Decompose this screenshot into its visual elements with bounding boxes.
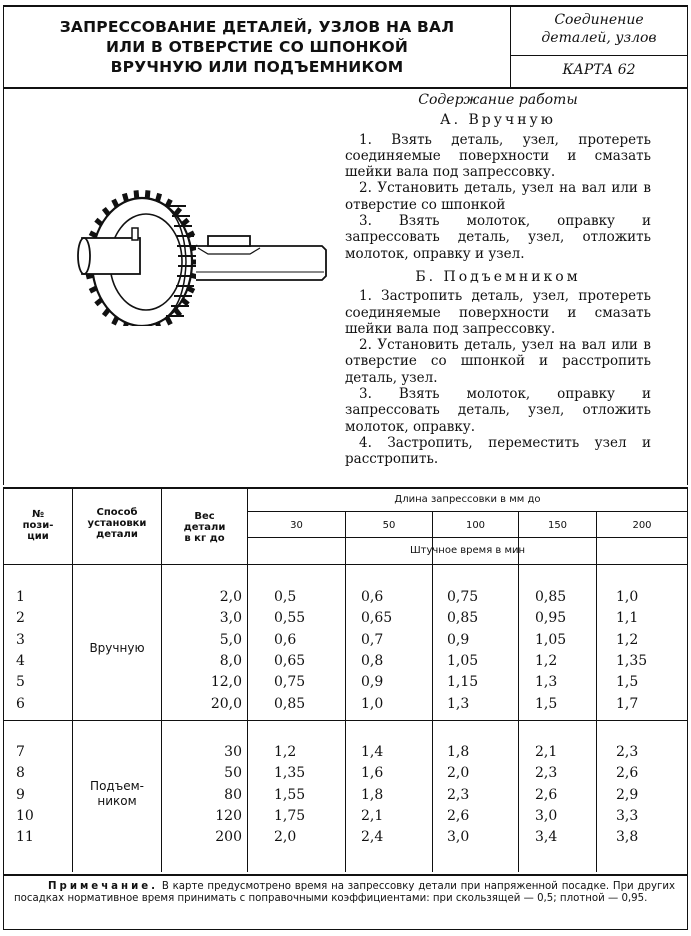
time-norm-table bbox=[3, 487, 688, 876]
header-length-50: 50 bbox=[382, 520, 396, 531]
weight-cell: 50 bbox=[224, 765, 242, 782]
header-length-100: 100 bbox=[465, 520, 486, 531]
time-cell: 0,75 bbox=[274, 674, 306, 691]
time-cell: 1,1 bbox=[616, 610, 639, 627]
method-cell: Вручную bbox=[89, 640, 145, 655]
weight-cell: 30 bbox=[224, 744, 242, 760]
header-method: Способ установки детали bbox=[87, 507, 147, 540]
time-cell: 1,05 bbox=[535, 631, 567, 648]
time-cell: 0,5 bbox=[274, 589, 297, 605]
header-length-group: Длина запрессовки в мм до bbox=[394, 494, 541, 505]
time-cell: 0,85 bbox=[274, 695, 306, 712]
time-cell: 2,9 bbox=[616, 786, 639, 803]
time-cell: 1,0 bbox=[616, 589, 639, 605]
time-cell: 0,7 bbox=[361, 631, 384, 648]
position-cell: 8 bbox=[16, 765, 25, 782]
work-step: 2. Установить деталь, узел на вал или в отверстие со шпонкой и расстропить деталь, узел. bbox=[345, 337, 651, 386]
work-step: 3. Взять молоток, оправку и запрессовать деталь, узел, отложить молоток, оправку и узел. bbox=[345, 213, 651, 262]
time-cell: 1,0 bbox=[361, 695, 384, 712]
time-cell: 1,35 bbox=[616, 652, 648, 669]
time-cell: 2,1 bbox=[535, 744, 558, 760]
position-cell: 1 bbox=[16, 589, 25, 605]
time-cell: 1,35 bbox=[274, 765, 306, 782]
work-step: 3. Взять молоток, оправку и запрессовать деталь, узел, отложить молоток, оправку. bbox=[345, 386, 651, 435]
weight-cell: 3,0 bbox=[219, 610, 242, 627]
time-cell: 0,95 bbox=[535, 610, 567, 627]
header-time-unit: Штучное время в мин bbox=[409, 545, 526, 556]
position-cell: 7 bbox=[16, 744, 25, 760]
time-cell: 2,0 bbox=[447, 765, 470, 782]
header-position: № пози- ции bbox=[22, 509, 54, 542]
time-cell: 1,4 bbox=[361, 744, 384, 760]
time-cell: 0,9 bbox=[447, 631, 470, 648]
gear-tooth bbox=[104, 208, 109, 214]
time-cell: 1,5 bbox=[535, 695, 558, 712]
weight-cell: 80 bbox=[224, 786, 242, 803]
time-cell: 3,8 bbox=[616, 829, 639, 846]
title-line: ВРУЧНУЮ ИЛИ ПОДЪЕМНИКОМ bbox=[110, 58, 404, 76]
gear-on-shaft-with-key-icon bbox=[74, 176, 330, 326]
position-cell: 11 bbox=[16, 829, 34, 846]
time-cell: 2,1 bbox=[361, 807, 384, 824]
work-step: 4. Застропить, переместить узел и расстропить. bbox=[345, 434, 651, 468]
section-heading: Б. Подъемником bbox=[415, 268, 581, 285]
header-length-150: 150 bbox=[547, 520, 568, 531]
time-cell: 1,7 bbox=[616, 695, 639, 712]
gear-tooth bbox=[104, 310, 109, 316]
header-length-200: 200 bbox=[632, 520, 652, 531]
position-cell: 10 bbox=[16, 807, 34, 824]
position-cell: 2 bbox=[16, 610, 25, 627]
category-line: Соединение bbox=[554, 12, 644, 28]
work-content bbox=[345, 92, 651, 468]
time-cell: 0,6 bbox=[361, 589, 384, 605]
weight-cell: 20,0 bbox=[210, 695, 242, 712]
card-meta bbox=[511, 7, 687, 87]
card-header bbox=[3, 5, 688, 89]
position-cell: 9 bbox=[16, 786, 25, 803]
time-cell: 0,55 bbox=[274, 610, 306, 627]
work-step: 2. Установить деталь, узел на вал или в отверстие со шпонкой bbox=[345, 180, 651, 213]
time-cell: 0,65 bbox=[361, 610, 393, 627]
time-cell: 3,0 bbox=[535, 807, 558, 824]
gear-tooth bbox=[175, 310, 180, 316]
time-cell: 1,75 bbox=[274, 807, 306, 824]
card-category bbox=[511, 11, 687, 56]
position-cell: 6 bbox=[16, 695, 25, 712]
time-cell: 1,6 bbox=[361, 765, 384, 782]
time-cell: 3,0 bbox=[447, 829, 470, 846]
title-line: ИЛИ В ОТВЕРСТИЕ СО ШПОНКОЙ bbox=[105, 38, 409, 56]
time-cell: 2,4 bbox=[361, 829, 384, 846]
weight-cell: 5,0 bbox=[219, 631, 242, 648]
time-cell: 1,2 bbox=[616, 631, 639, 648]
time-cell: 1,05 bbox=[447, 652, 479, 669]
time-cell: 0,6 bbox=[274, 631, 297, 648]
time-cell: 1,55 bbox=[274, 786, 306, 803]
card-note bbox=[3, 874, 688, 930]
card-title bbox=[4, 7, 511, 87]
time-cell: 2,6 bbox=[535, 786, 558, 803]
method-line: ником bbox=[97, 794, 137, 809]
note-text: В карте предусмотрено время на запрессовку детали при напряженной посадке. При других посадках нормативное время принимать с поправочными коэффициентами: при скользящей — 0,5; плотной — 0,95. bbox=[14, 881, 675, 904]
time-cell: 1,5 bbox=[616, 674, 639, 691]
category-line: деталей, узлов bbox=[541, 30, 657, 46]
time-cell: 1,3 bbox=[447, 695, 470, 712]
gear-tooth bbox=[136, 190, 137, 198]
gear-tooth bbox=[147, 190, 148, 198]
time-cell: 0,85 bbox=[447, 610, 479, 627]
time-cell: 2,6 bbox=[616, 765, 639, 782]
weight-cell: 12,0 bbox=[210, 674, 242, 691]
weight-cell: 8,0 bbox=[219, 652, 242, 669]
work-title: Содержание работы bbox=[418, 92, 578, 108]
time-cell: 2,6 bbox=[447, 807, 470, 824]
time-cell: 2,0 bbox=[274, 829, 297, 846]
gear-tooth bbox=[175, 208, 180, 214]
time-cell: 1,8 bbox=[447, 744, 470, 760]
position-cell: 5 bbox=[16, 674, 25, 691]
time-cell: 0,65 bbox=[274, 652, 306, 669]
time-cell: 1,15 bbox=[447, 674, 479, 691]
header-length-30: 30 bbox=[290, 520, 303, 531]
weight-cell: 120 bbox=[215, 807, 242, 824]
weight-cell: 200 bbox=[215, 829, 242, 846]
time-cell: 0,8 bbox=[361, 652, 384, 669]
time-cell: 0,85 bbox=[535, 589, 567, 605]
time-cell: 3,3 bbox=[616, 807, 639, 824]
method-line: Подъем- bbox=[90, 779, 144, 794]
work-step: 1. Взять деталь, узел, протереть соединяемые поверхности и смазать шейки вала под запрессовку. bbox=[345, 131, 651, 181]
position-cell: 4 bbox=[16, 652, 25, 669]
work-step: 1. Застропить деталь, узел, протереть соединяемые поверхности и смазать шейки вала под запрессовку. bbox=[345, 288, 651, 337]
time-cell: 1,2 bbox=[535, 652, 558, 669]
card-number: КАРТА 62 bbox=[562, 62, 636, 78]
header-weight: Вес детали в кг до bbox=[183, 511, 226, 544]
method-cell bbox=[73, 779, 161, 809]
time-cell: 1,3 bbox=[535, 674, 558, 691]
time-cell: 2,3 bbox=[447, 786, 470, 803]
time-cell: 3,4 bbox=[535, 829, 558, 846]
time-cell: 2,3 bbox=[616, 744, 639, 760]
time-cell: 0,9 bbox=[361, 674, 384, 691]
note-label: Примечание. bbox=[48, 881, 159, 892]
time-cell: 1,2 bbox=[274, 744, 297, 760]
title-line: ЗАПРЕССОВАНИЕ ДЕТАЛЕЙ, УЗЛОВ НА ВАЛ bbox=[59, 18, 455, 36]
time-cell: 1,8 bbox=[361, 786, 384, 803]
section-heading: А. Вручную bbox=[439, 112, 556, 129]
position-cell: 3 bbox=[16, 631, 25, 648]
time-cell: 2,3 bbox=[535, 765, 558, 782]
weight-cell: 2,0 bbox=[219, 589, 242, 605]
time-cell: 0,75 bbox=[447, 589, 479, 605]
